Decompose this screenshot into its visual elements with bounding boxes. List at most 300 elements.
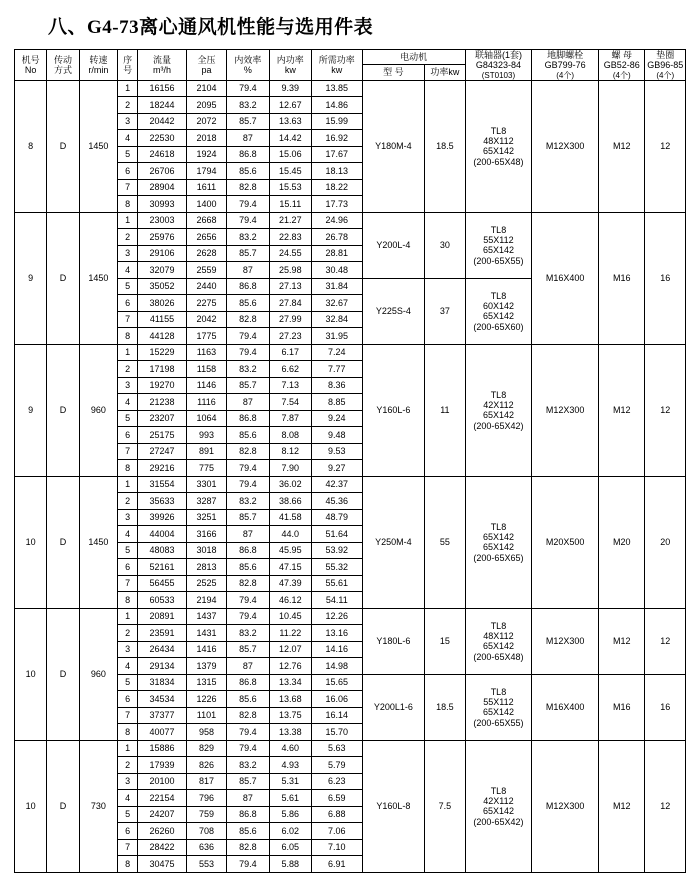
cell-internal-power: 9.39 [269,80,311,97]
header-motor-power: 功率kw [425,65,465,80]
cell-index: 4 [118,130,138,147]
cell-internal-power: 27.23 [269,328,311,345]
cell-required-power: 15.70 [312,724,363,741]
cell-required-power: 32.67 [312,295,363,312]
cell-internal-power: 5.86 [269,806,311,823]
cell-index: 4 [118,394,138,411]
cell-required-power: 6.91 [312,856,363,873]
cell-drive-type: D [47,608,79,740]
cell-total-pressure: 1146 [186,377,226,394]
cell-internal-power: 47.39 [269,575,311,592]
cell-index: 1 [118,80,138,97]
cell-internal-power: 11.22 [269,625,311,642]
cell-total-pressure: 3301 [186,476,226,493]
cell-required-power: 5.79 [312,757,363,774]
cell-motor-power: 18.5 [425,80,465,212]
cell-total-pressure: 826 [186,757,226,774]
cell-total-pressure: 2275 [186,295,226,312]
cell-anchor-bolt: M12X300 [532,344,599,476]
cell-flow: 44128 [138,328,187,345]
cell-speed: 960 [79,608,117,740]
cell-flow: 17198 [138,361,187,378]
cell-internal-efficiency: 83.2 [227,361,269,378]
cell-required-power: 17.67 [312,146,363,163]
cell-motor-power: 7.5 [425,740,465,872]
cell-internal-power: 7.87 [269,410,311,427]
cell-coupling: TL8 42X112 65X142 (200-65X42) [465,740,532,872]
table-body [15,80,686,872]
cell-required-power: 55.61 [312,575,363,592]
cell-nut: M12 [598,80,644,212]
cell-total-pressure: 2194 [186,592,226,609]
cell-internal-power: 47.15 [269,559,311,576]
cell-required-power: 24.96 [312,212,363,229]
cell-internal-power: 22.83 [269,229,311,246]
cell-required-power: 14.98 [312,658,363,675]
header-motor-model: 型 号 [362,65,425,80]
cell-flow: 22154 [138,790,187,807]
cell-flow: 56455 [138,575,187,592]
cell-internal-power: 36.02 [269,476,311,493]
header-drive-type: 传动 方式 [47,50,79,81]
cell-required-power: 13.85 [312,80,363,97]
cell-total-pressure: 636 [186,839,226,856]
cell-motor-power: 37 [425,278,465,344]
cell-coupling: TL8 60X142 65X142 (200-65X60) [465,278,532,344]
cell-internal-efficiency: 86.8 [227,806,269,823]
cell-flow: 40077 [138,724,187,741]
cell-required-power: 8.36 [312,377,363,394]
header-index: 序 号 [118,50,138,81]
cell-index: 7 [118,179,138,196]
cell-flow: 35633 [138,493,187,510]
cell-internal-efficiency: 87 [227,790,269,807]
cell-internal-power: 27.99 [269,311,311,328]
cell-index: 8 [118,856,138,873]
cell-internal-power: 45.95 [269,542,311,559]
cell-internal-efficiency: 83.2 [227,493,269,510]
cell-index: 2 [118,229,138,246]
cell-total-pressure: 1437 [186,608,226,625]
cell-nut: M16 [598,674,644,740]
cell-speed: 960 [79,344,117,476]
cell-total-pressure: 2072 [186,113,226,130]
cell-internal-efficiency: 79.4 [227,196,269,213]
cell-internal-efficiency: 79.4 [227,460,269,477]
cell-nut: M16 [598,212,644,344]
cell-internal-efficiency: 83.2 [227,625,269,642]
cell-required-power: 42.37 [312,476,363,493]
header-motor-group: 电动机 [362,50,465,65]
cell-internal-efficiency: 85.7 [227,509,269,526]
cell-internal-efficiency: 87 [227,262,269,279]
cell-total-pressure: 1775 [186,328,226,345]
cell-motor-model: Y160L-8 [362,740,425,872]
cell-flow: 20100 [138,773,187,790]
cell-required-power: 28.81 [312,245,363,262]
cell-internal-efficiency: 85.6 [227,163,269,180]
cell-internal-power: 4.93 [269,757,311,774]
cell-total-pressure: 759 [186,806,226,823]
cell-motor-model: Y160L-6 [362,344,425,476]
fan-specification-table [14,49,686,873]
cell-internal-power: 5.61 [269,790,311,807]
cell-internal-power: 4.60 [269,740,311,757]
cell-washer: 20 [645,476,686,608]
header-internal-efficiency: 内效率 % [227,50,269,81]
cell-flow: 39926 [138,509,187,526]
table-row [15,212,686,229]
cell-anchor-bolt: M12X300 [532,608,599,674]
cell-required-power: 7.06 [312,823,363,840]
cell-motor-model: Y180M-4 [362,80,425,212]
cell-total-pressure: 1158 [186,361,226,378]
cell-required-power: 9.53 [312,443,363,460]
cell-index: 3 [118,113,138,130]
cell-motor-power: 30 [425,212,465,278]
cell-washer: 12 [645,80,686,212]
cell-flow: 15229 [138,344,187,361]
cell-internal-power: 44.0 [269,526,311,543]
cell-total-pressure: 1611 [186,179,226,196]
cell-motor-model: Y225S-4 [362,278,425,344]
cell-flow: 20891 [138,608,187,625]
cell-index: 2 [118,625,138,642]
cell-index: 1 [118,476,138,493]
cell-required-power: 16.06 [312,691,363,708]
cell-total-pressure: 2018 [186,130,226,147]
cell-coupling: TL8 48X112 65X142 (200-65X48) [465,608,532,674]
cell-internal-power: 5.88 [269,856,311,873]
header-flow: 流量 m³/h [138,50,187,81]
cell-internal-power: 41.58 [269,509,311,526]
cell-required-power: 7.77 [312,361,363,378]
cell-index: 7 [118,707,138,724]
cell-index: 7 [118,839,138,856]
cell-internal-power: 27.84 [269,295,311,312]
cell-internal-efficiency: 85.6 [227,559,269,576]
cell-internal-power: 6.05 [269,839,311,856]
cell-total-pressure: 553 [186,856,226,873]
cell-index: 5 [118,146,138,163]
cell-flow: 28904 [138,179,187,196]
cell-total-pressure: 2104 [186,80,226,97]
cell-internal-power: 13.68 [269,691,311,708]
cell-internal-efficiency: 83.2 [227,229,269,246]
cell-internal-efficiency: 86.8 [227,146,269,163]
cell-coupling: TL8 48X112 65X142 (200-65X48) [465,80,532,212]
cell-internal-efficiency: 79.4 [227,724,269,741]
cell-internal-power: 21.27 [269,212,311,229]
cell-index: 2 [118,493,138,510]
cell-internal-efficiency: 79.4 [227,856,269,873]
cell-index: 5 [118,806,138,823]
cell-index: 1 [118,608,138,625]
cell-index: 3 [118,641,138,658]
cell-nut: M12 [598,608,644,674]
cell-internal-efficiency: 86.8 [227,674,269,691]
cell-total-pressure: 817 [186,773,226,790]
cell-index: 8 [118,196,138,213]
cell-internal-efficiency: 85.6 [227,427,269,444]
cell-internal-efficiency: 87 [227,526,269,543]
cell-speed: 730 [79,740,117,872]
cell-internal-efficiency: 82.8 [227,707,269,724]
cell-index: 1 [118,740,138,757]
cell-index: 1 [118,344,138,361]
cell-flow: 35052 [138,278,187,295]
cell-required-power: 26.78 [312,229,363,246]
cell-internal-efficiency: 86.8 [227,410,269,427]
cell-flow: 29134 [138,658,187,675]
cell-internal-efficiency: 79.4 [227,740,269,757]
cell-motor-model: Y250M-4 [362,476,425,608]
cell-index: 1 [118,212,138,229]
cell-washer: 12 [645,344,686,476]
cell-required-power: 13.16 [312,625,363,642]
cell-index: 8 [118,328,138,345]
cell-flow: 31554 [138,476,187,493]
table-row [15,80,686,97]
cell-internal-power: 6.17 [269,344,311,361]
cell-index: 5 [118,410,138,427]
cell-required-power: 6.23 [312,773,363,790]
cell-index: 4 [118,658,138,675]
cell-index: 4 [118,262,138,279]
table-row [15,608,686,625]
cell-required-power: 9.24 [312,410,363,427]
cell-required-power: 15.65 [312,674,363,691]
cell-internal-power: 10.45 [269,608,311,625]
cell-speed: 1450 [79,212,117,344]
cell-required-power: 16.14 [312,707,363,724]
cell-internal-efficiency: 87 [227,130,269,147]
cell-flow: 16156 [138,80,187,97]
cell-flow: 34534 [138,691,187,708]
cell-internal-power: 14.42 [269,130,311,147]
cell-motor-model: Y200L1-6 [362,674,425,740]
cell-flow: 23207 [138,410,187,427]
cell-flow: 21238 [138,394,187,411]
cell-flow: 48083 [138,542,187,559]
cell-internal-power: 13.34 [269,674,311,691]
cell-total-pressure: 1315 [186,674,226,691]
cell-internal-efficiency: 83.2 [227,757,269,774]
cell-total-pressure: 2813 [186,559,226,576]
cell-index: 4 [118,790,138,807]
cell-internal-power: 12.07 [269,641,311,658]
cell-drive-type: D [47,344,79,476]
cell-flow: 44004 [138,526,187,543]
cell-internal-power: 7.90 [269,460,311,477]
table-header [15,50,686,81]
cell-anchor-bolt: M12X300 [532,80,599,212]
cell-index: 6 [118,559,138,576]
cell-nut: M12 [598,344,644,476]
cell-required-power: 53.92 [312,542,363,559]
header-nut: 螺 母 GB52-86 (4个) [598,50,644,81]
cell-flow: 19270 [138,377,187,394]
cell-required-power: 9.48 [312,427,363,444]
cell-speed: 1450 [79,80,117,212]
cell-flow: 15886 [138,740,187,757]
cell-internal-efficiency: 79.4 [227,212,269,229]
cell-flow: 30993 [138,196,187,213]
cell-flow: 24207 [138,806,187,823]
cell-internal-power: 7.54 [269,394,311,411]
cell-total-pressure: 2042 [186,311,226,328]
cell-internal-efficiency: 82.8 [227,575,269,592]
cell-required-power: 48.79 [312,509,363,526]
cell-internal-efficiency: 85.6 [227,691,269,708]
cell-total-pressure: 1431 [186,625,226,642]
cell-required-power: 18.13 [312,163,363,180]
cell-internal-power: 46.12 [269,592,311,609]
cell-required-power: 31.95 [312,328,363,345]
cell-total-pressure: 3018 [186,542,226,559]
cell-coupling: TL8 42X112 65X142 (200-65X42) [465,344,532,476]
cell-flow: 32079 [138,262,187,279]
cell-internal-efficiency: 86.8 [227,278,269,295]
cell-anchor-bolt: M20X500 [532,476,599,608]
cell-total-pressure: 891 [186,443,226,460]
cell-machine-no: 9 [15,212,47,344]
cell-total-pressure: 775 [186,460,226,477]
cell-internal-efficiency: 79.4 [227,476,269,493]
cell-total-pressure: 1416 [186,641,226,658]
cell-machine-no: 10 [15,740,47,872]
cell-total-pressure: 1163 [186,344,226,361]
cell-index: 7 [118,443,138,460]
cell-internal-efficiency: 82.8 [227,311,269,328]
cell-flow: 22530 [138,130,187,147]
cell-required-power: 17.73 [312,196,363,213]
cell-index: 5 [118,278,138,295]
cell-internal-efficiency: 82.8 [227,839,269,856]
cell-index: 4 [118,526,138,543]
cell-internal-efficiency: 85.7 [227,113,269,130]
cell-internal-power: 7.13 [269,377,311,394]
cell-index: 3 [118,245,138,262]
cell-total-pressure: 2656 [186,229,226,246]
cell-total-pressure: 2525 [186,575,226,592]
cell-internal-power: 12.67 [269,97,311,114]
cell-required-power: 55.32 [312,559,363,576]
header-internal-power: 内功率 kw [269,50,311,81]
cell-index: 2 [118,757,138,774]
cell-required-power: 32.84 [312,311,363,328]
cell-internal-efficiency: 85.6 [227,295,269,312]
cell-total-pressure: 2668 [186,212,226,229]
cell-internal-power: 25.98 [269,262,311,279]
cell-internal-efficiency: 87 [227,394,269,411]
cell-coupling: TL8 55X112 65X142 (200-65X55) [465,212,532,278]
cell-internal-efficiency: 79.4 [227,344,269,361]
cell-internal-power: 24.55 [269,245,311,262]
cell-index: 6 [118,295,138,312]
cell-index: 2 [118,361,138,378]
cell-internal-efficiency: 85.7 [227,245,269,262]
table-row [15,476,686,493]
cell-internal-power: 15.53 [269,179,311,196]
cell-flow: 60533 [138,592,187,609]
cell-coupling: TL8 65X142 65X142 (200-65X65) [465,476,532,608]
cell-internal-efficiency: 79.4 [227,592,269,609]
cell-index: 6 [118,163,138,180]
cell-anchor-bolt: M12X300 [532,740,599,872]
table-row [15,740,686,757]
cell-flow: 26434 [138,641,187,658]
cell-washer: 16 [645,212,686,344]
cell-flow: 20442 [138,113,187,130]
cell-flow: 25175 [138,427,187,444]
cell-flow: 52161 [138,559,187,576]
cell-total-pressure: 1226 [186,691,226,708]
cell-index: 6 [118,691,138,708]
cell-total-pressure: 958 [186,724,226,741]
cell-internal-power: 15.11 [269,196,311,213]
cell-internal-power: 6.02 [269,823,311,840]
cell-total-pressure: 2095 [186,97,226,114]
cell-internal-efficiency: 79.4 [227,80,269,97]
cell-internal-power: 13.75 [269,707,311,724]
cell-flow: 29216 [138,460,187,477]
cell-index: 2 [118,97,138,114]
cell-total-pressure: 829 [186,740,226,757]
cell-speed: 1450 [79,476,117,608]
cell-drive-type: D [47,212,79,344]
cell-total-pressure: 1924 [186,146,226,163]
cell-internal-efficiency: 87 [227,658,269,675]
cell-total-pressure: 1064 [186,410,226,427]
cell-total-pressure: 3251 [186,509,226,526]
cell-index: 3 [118,509,138,526]
cell-drive-type: D [47,740,79,872]
cell-motor-power: 55 [425,476,465,608]
cell-flow: 23003 [138,212,187,229]
cell-required-power: 45.36 [312,493,363,510]
cell-total-pressure: 1101 [186,707,226,724]
cell-flow: 25976 [138,229,187,246]
cell-internal-efficiency: 79.4 [227,328,269,345]
cell-total-pressure: 1400 [186,196,226,213]
cell-internal-efficiency: 85.7 [227,773,269,790]
cell-internal-power: 38.66 [269,493,311,510]
cell-required-power: 5.63 [312,740,363,757]
cell-flow: 24618 [138,146,187,163]
cell-required-power: 9.27 [312,460,363,477]
cell-flow: 31834 [138,674,187,691]
cell-machine-no: 10 [15,608,47,740]
cell-internal-efficiency: 83.2 [227,97,269,114]
cell-required-power: 18.22 [312,179,363,196]
cell-machine-no: 10 [15,476,47,608]
cell-required-power: 54.11 [312,592,363,609]
cell-internal-power: 15.06 [269,146,311,163]
cell-required-power: 15.99 [312,113,363,130]
header-anchor-bolt: 地脚螺栓 GB799-76 (4个) [532,50,599,81]
cell-internal-power: 6.62 [269,361,311,378]
cell-required-power: 14.16 [312,641,363,658]
header-required-power: 所需功率 kw [312,50,363,81]
cell-flow: 28422 [138,839,187,856]
cell-total-pressure: 1794 [186,163,226,180]
cell-anchor-bolt: M16X400 [532,212,599,344]
cell-index: 3 [118,773,138,790]
cell-coupling: TL8 55X112 65X142 (200-65X55) [465,674,532,740]
cell-machine-no: 8 [15,80,47,212]
cell-index: 5 [118,542,138,559]
